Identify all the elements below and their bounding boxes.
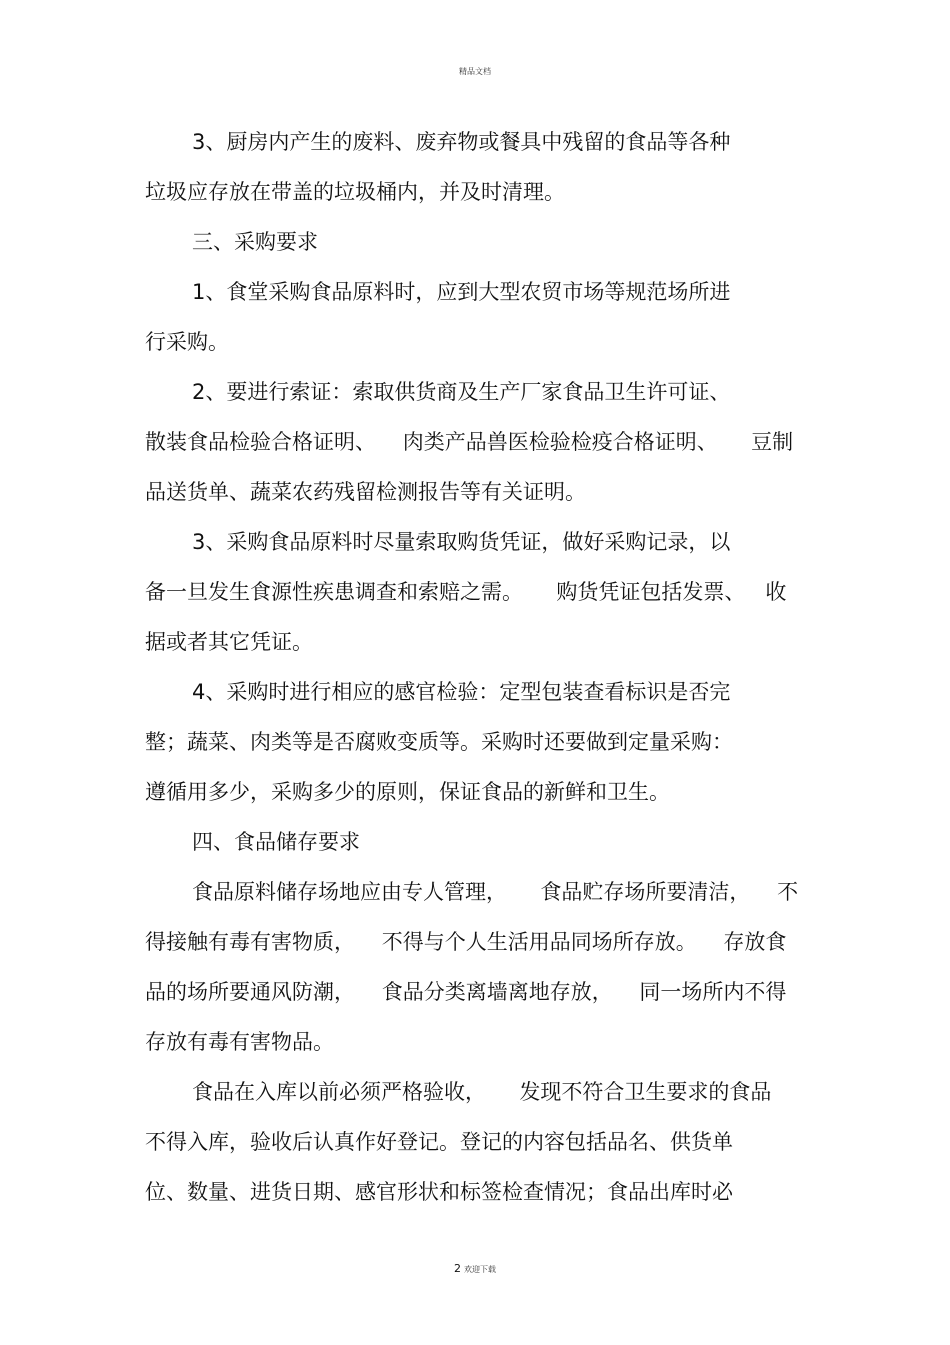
page-footer [0, 1262, 950, 1275]
text-line: 得接触有毒有害物质， 不得与个人生活用品同场所存放。 存放食 [145, 930, 787, 954]
footer-text: 欢迎下载 [464, 1265, 496, 1274]
text-line: 4、采购时进行相应的感官检验：定型包装查看标识是否完 [192, 680, 731, 704]
section-heading: 四、食品储存要求 [192, 830, 360, 854]
text-line: 食品在入库以前必须严格验收， 发现不符合卫生要求的食品 [192, 1080, 772, 1104]
text-line: 存放有毒有害物品。 [145, 1030, 334, 1054]
text-line: 品送货单、蔬菜农药残留检测报告等有关证明。 [145, 480, 586, 504]
text-line: 垃圾应存放在带盖的垃圾桶内，并及时清理。 [145, 180, 565, 204]
text-line: 遵循用多少，采购多少的原则，保证食品的新鲜和卫生。 [145, 780, 670, 804]
text-line: 食品原料储存场地应由专人管理， 食品贮存场所要清洁， 不 [192, 880, 799, 904]
text-line: 备一旦发生食源性疾患调查和索赔之需。 购货凭证包括发票、 收 [145, 580, 787, 604]
page-number: 2 [454, 1262, 461, 1275]
text-line: 品的场所要通风防潮， 食品分类离墙离地存放， 同一场所内不得 [145, 980, 787, 1004]
section-heading: 三、采购要求 [192, 230, 318, 254]
text-line: 3、厨房内产生的废料、废弃物或餐具中残留的食品等各种 [192, 130, 731, 154]
page-header: 精品文档 [459, 67, 491, 76]
text-line: 不得入库，验收后认真作好登记。登记的内容包括品名、供货单 [145, 1130, 733, 1154]
text-line: 2、要进行索证：索取供货商及生产厂家食品卫生许可证、 [192, 380, 731, 404]
text-line: 散装食品检验合格证明、 肉类产品兽医检验检疫合格证明、 豆制 [145, 430, 794, 454]
text-line: 行采购。 [145, 330, 229, 354]
text-line: 位、数量、进货日期、感官形状和标签检查情况；食品出库时必 [145, 1180, 733, 1204]
text-line: 3、采购食品原料时尽量索取购货凭证，做好采购记录，以 [192, 530, 731, 554]
text-line: 据或者其它凭证。 [145, 630, 313, 654]
text-line: 整；蔬菜、肉类等是否腐败变质等。采购时还要做到定量采购： [145, 730, 733, 754]
text-line: 1、食堂采购食品原料时，应到大型农贸市场等规范场所进 [192, 280, 731, 304]
